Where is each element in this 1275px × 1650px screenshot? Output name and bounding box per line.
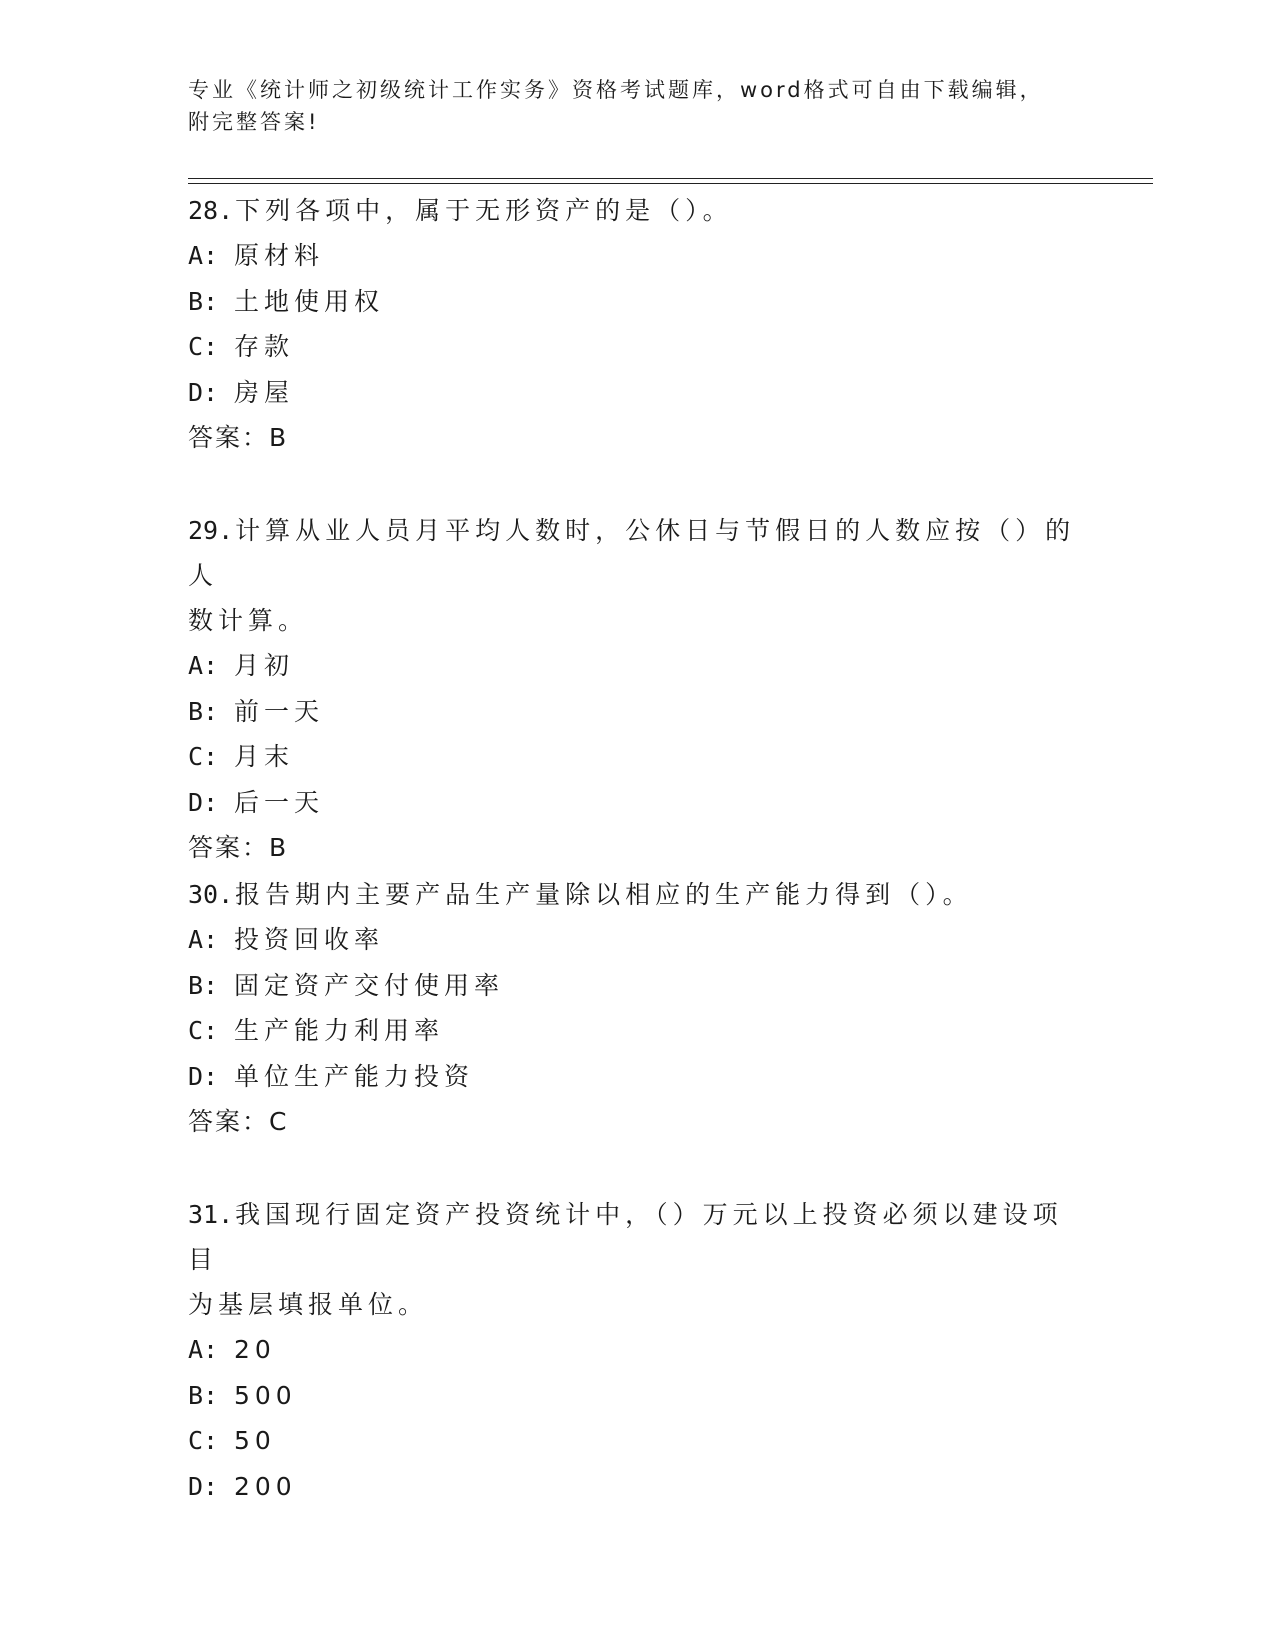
option-key: C: (188, 742, 219, 771)
option-key: D: (188, 1061, 219, 1091)
option-text: 200 (234, 1471, 297, 1501)
answer-label: 答案： (188, 1107, 270, 1136)
question-number: 29. (188, 516, 234, 545)
answer-value: C (269, 1107, 289, 1136)
option-c (188, 1418, 1088, 1464)
header-line-2: 附完整答案! (188, 110, 320, 134)
option-text: 50 (234, 1426, 276, 1455)
option-text: 土地使用权 (234, 286, 385, 316)
option-text: 500 (234, 1380, 297, 1410)
option-c (188, 1008, 1088, 1054)
question-28 (188, 188, 1088, 461)
option-key: C: (188, 1016, 219, 1045)
question-31 (188, 1192, 1088, 1509)
option-d (188, 780, 1088, 826)
option-b (188, 1373, 1088, 1419)
option-text: 固定资产交付使用率 (234, 970, 505, 1000)
option-text: 20 (234, 1335, 276, 1364)
option-text: 后一天 (234, 787, 325, 817)
answer-line (188, 415, 1088, 461)
option-b (188, 963, 1088, 1009)
option-text: 月末 (234, 742, 295, 771)
answer-line (188, 1099, 1088, 1145)
option-d (188, 1464, 1088, 1510)
option-key: A: (188, 1335, 219, 1364)
option-a (188, 233, 1088, 279)
answer-label: 答案： (188, 833, 270, 862)
option-key: A: (188, 925, 219, 954)
option-c (188, 734, 1088, 780)
option-b (188, 689, 1088, 735)
option-key: D: (188, 377, 219, 407)
option-c (188, 324, 1088, 370)
option-text: 前一天 (234, 696, 325, 726)
option-text: 月初 (234, 651, 295, 680)
option-key: B: (188, 970, 219, 1000)
question-stem (188, 188, 1088, 233)
header-divider-bottom (188, 183, 1153, 184)
option-key: C: (188, 332, 219, 361)
question-text-line-1: 下列各项中，属于无形资产的是（）。 (235, 196, 733, 225)
question-number: 30. (188, 880, 234, 909)
question-number: 31. (188, 1200, 234, 1229)
question-text-line-1: 报告期内主要产品生产量除以相应的生产能力得到（）。 (235, 880, 973, 909)
option-key: D: (188, 1471, 219, 1501)
option-a (188, 917, 1088, 963)
answer-value: B (269, 423, 289, 452)
option-text: 原材料 (234, 241, 325, 270)
option-d (188, 370, 1088, 416)
question-text-line-2: 为基层填报单位。 (188, 1290, 429, 1319)
answer-label: 答案： (188, 423, 270, 452)
option-key: C: (188, 1426, 219, 1455)
option-a (188, 643, 1088, 689)
question-stem (188, 1192, 1088, 1327)
option-text: 存款 (234, 332, 295, 361)
option-key: B: (188, 286, 219, 316)
option-d (188, 1054, 1088, 1100)
option-text: 房屋 (234, 377, 295, 407)
question-30 (188, 872, 1088, 1145)
option-text: 投资回收率 (234, 925, 385, 954)
option-text: 单位生产能力投资 (234, 1061, 475, 1091)
option-key: A: (188, 651, 219, 680)
option-key: B: (188, 1380, 219, 1410)
question-text-line-2: 数计算。 (188, 606, 309, 635)
question-text-line-1: 我国现行固定资产投资统计中，（）万元以上投资必须以建设项目 (188, 1200, 1063, 1274)
question-text-line-1: 计算从业人员月平均人数时，公休日与节假日的人数应按（）的人 (188, 516, 1076, 590)
answer-line (188, 825, 1088, 871)
header-divider-top (188, 178, 1153, 179)
document-header (188, 74, 1088, 138)
option-b (188, 279, 1088, 325)
option-key: B: (188, 696, 219, 726)
option-a (188, 1327, 1088, 1373)
question-stem (188, 508, 1088, 643)
option-key: A: (188, 241, 219, 270)
header-line-1: 专业《统计师之初级统计工作实务》资格考试题库，word格式可自由下载编辑， (188, 78, 1044, 102)
question-stem (188, 872, 1088, 917)
question-29 (188, 508, 1088, 871)
question-number: 28. (188, 196, 234, 225)
option-text: 生产能力利用率 (234, 1016, 445, 1045)
answer-value: B (269, 833, 289, 862)
option-key: D: (188, 787, 219, 817)
